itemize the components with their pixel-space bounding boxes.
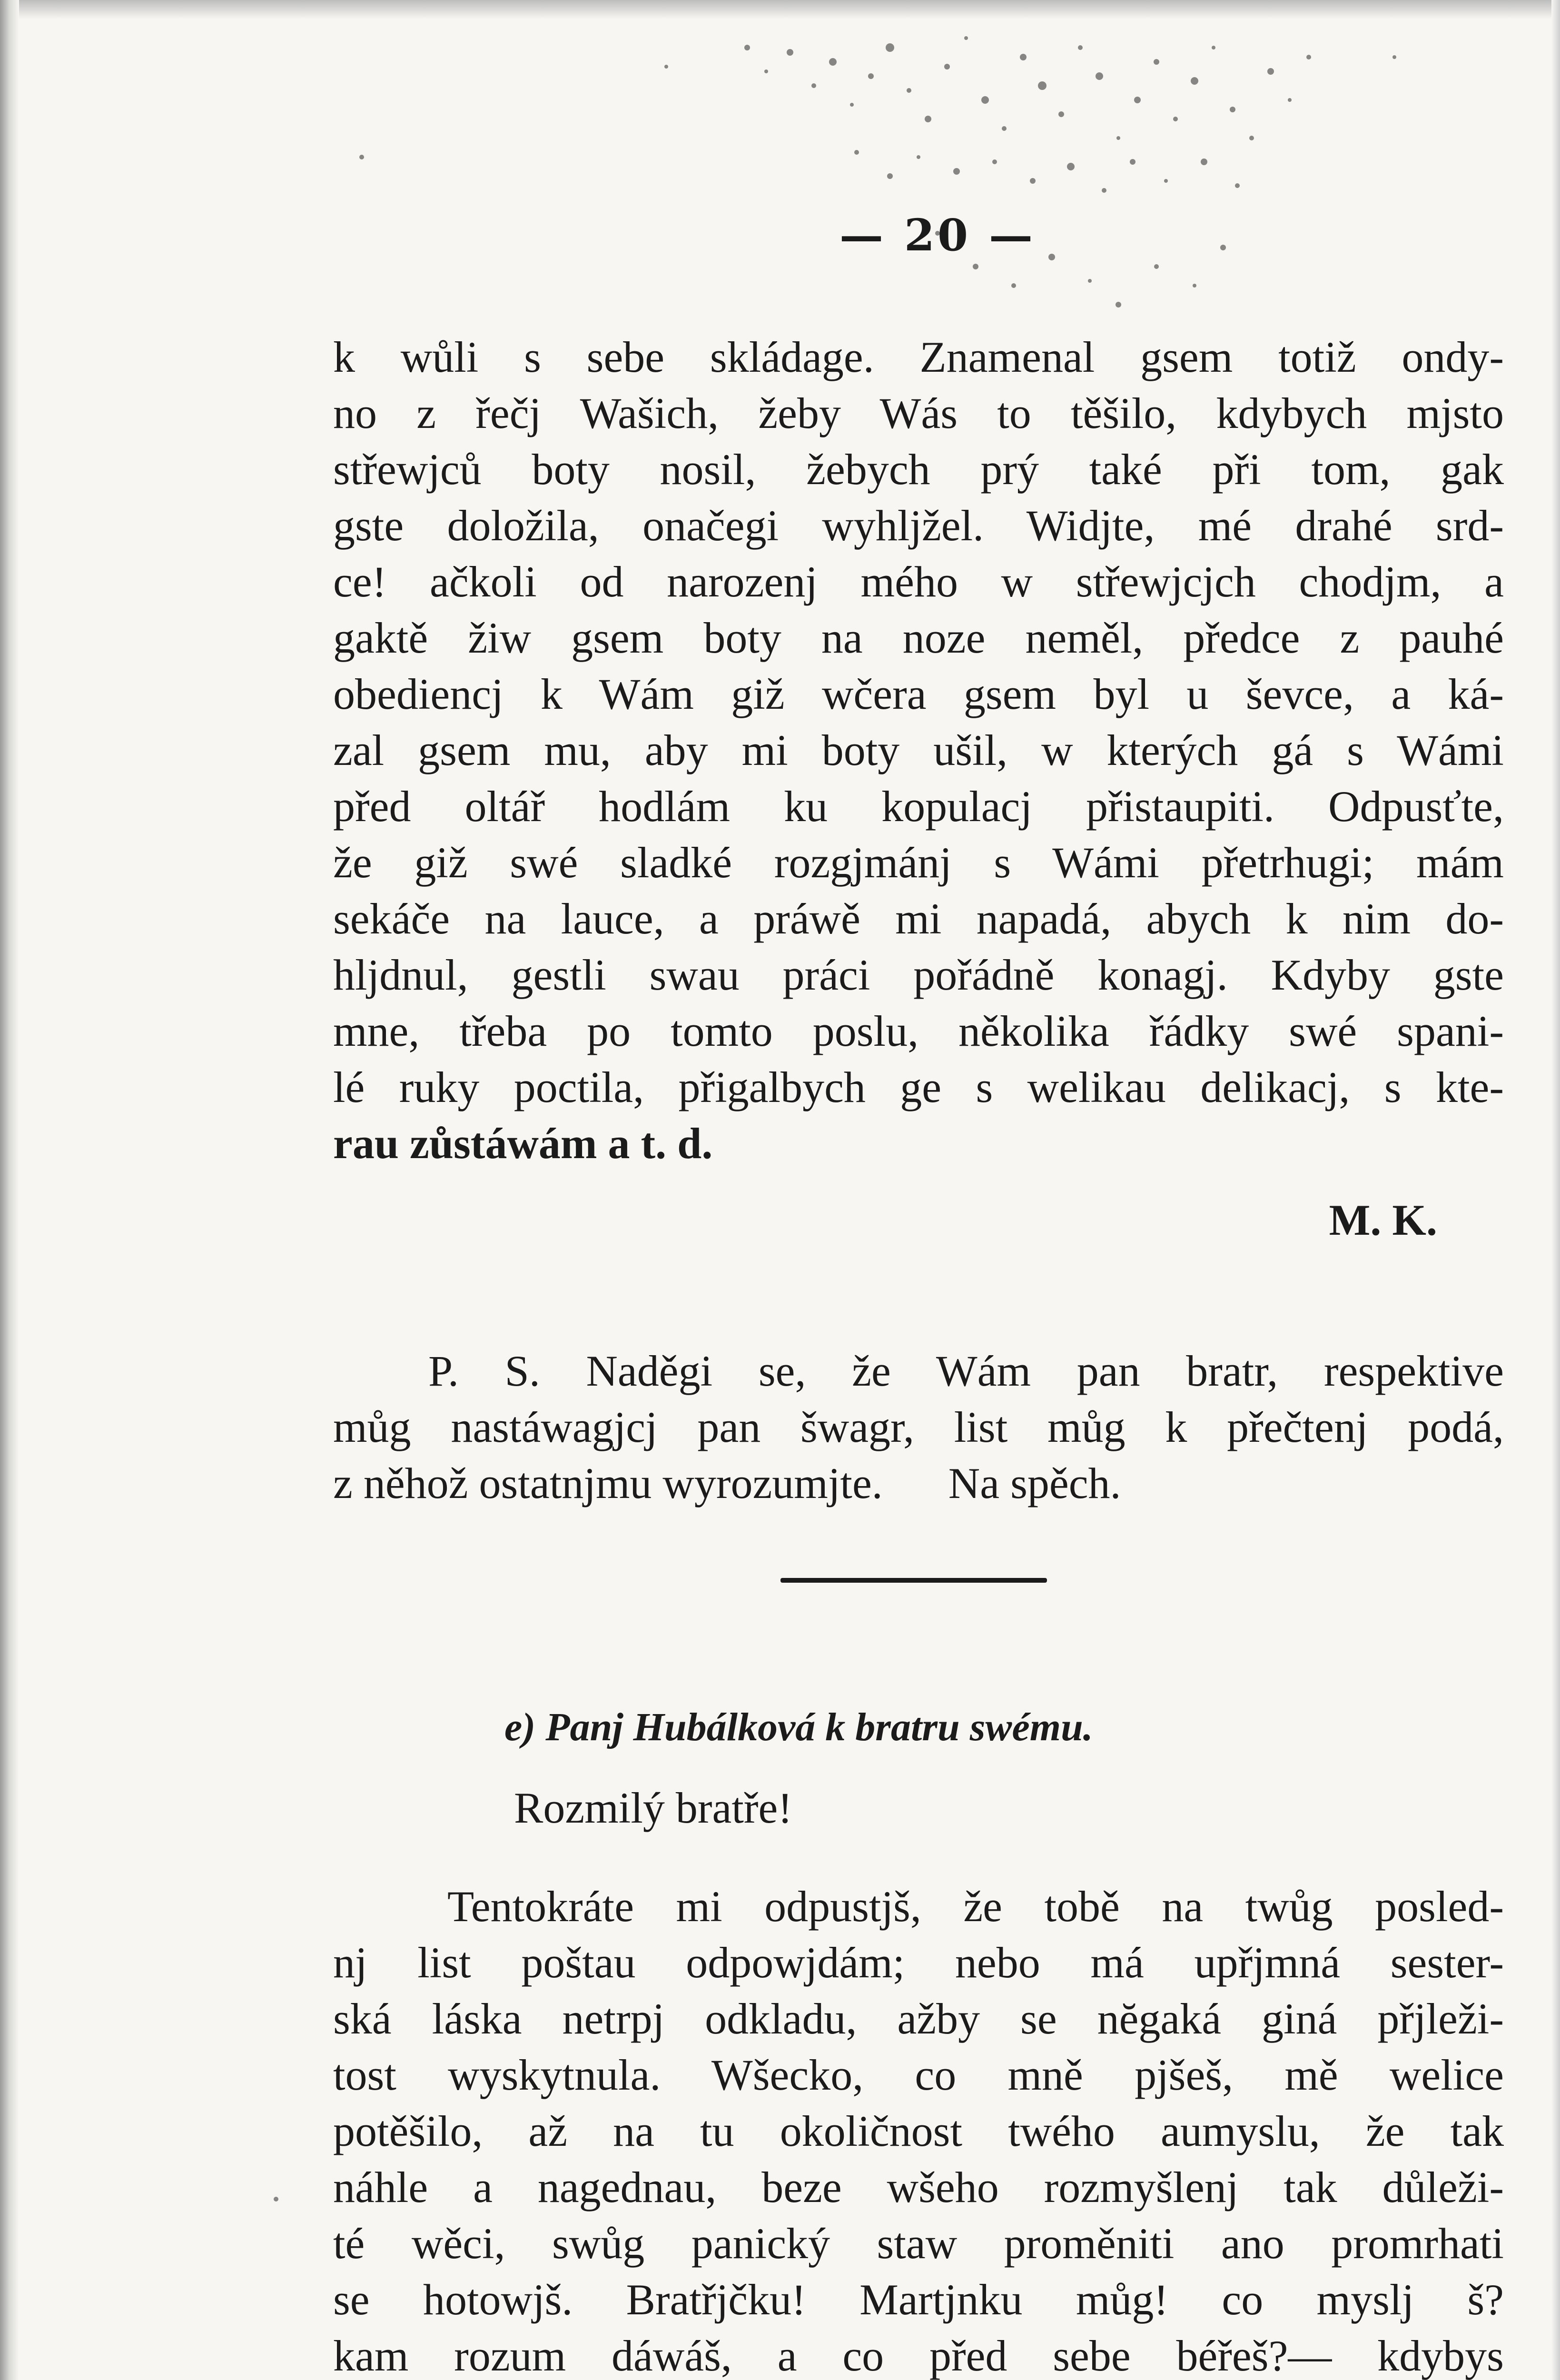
text-line: ce! ačkoli od narozenj mého w střewjcjch chodjm, a	[333, 557, 1504, 606]
page-number: — 20 —	[839, 209, 1036, 261]
text-line: mne, třeba po tomto poslu, několika řádky swé spani-	[333, 1007, 1504, 1055]
signature: M. K.	[1329, 1196, 1437, 1244]
text-line-closing: rau zůstáwám a t. d.	[333, 1119, 713, 1168]
text-line: z něhož ostatnjmu wyrozumjte. Na spěch.	[333, 1459, 1121, 1507]
text-line: gaktě žiw gsem boty na noze neměl, předce z pauhé	[333, 614, 1504, 662]
text-line: tost wyskytnula. Wšecko, co mně pjšeš, mě welice	[333, 2051, 1504, 2099]
text-line: zal gsem mu, aby mi boty ušil, w kterých gá s Wámi	[333, 726, 1504, 774]
ink-stain	[690, 19, 1356, 314]
text-line: k wůli s sebe skládage. Znamenal gsem totiž ondy-	[333, 333, 1504, 381]
text-line: můg nastáwagjcj pan šwagr, list můg k přečtenj podá,	[333, 1403, 1504, 1451]
text-line: že giž swé sladké rozgjmánj s Wámi přetrhugi; mám	[333, 838, 1504, 887]
text-line: před oltář hodlám ku kopulacj přistaupiti. Odpusťte,	[333, 782, 1504, 831]
text-line: střewjců boty nosil, žebych prý také při tom, gak	[333, 445, 1504, 494]
text-line: se hotowjš. Bratřjčku! Martjnku můg! co myslj š?	[333, 2275, 1504, 2324]
page-edge-right	[1551, 0, 1560, 2380]
text-line: no z řečj Wašich, žeby Wás to těšilo, kdybych mjsto	[333, 389, 1504, 437]
text-line: gste doložila, onačegi wyhljžel. Widjte, mé drahé srd-	[333, 501, 1504, 550]
text-line: potěšilo, až na tu okoličnost twého aumyslu, že tak	[333, 2107, 1504, 2155]
text-line: Tentokráte mi odpustjš, že tobě na twůg posled-	[447, 1882, 1504, 1931]
text-line: obediencj k Wám giž wčera gsem byl u ševce, a ká-	[333, 670, 1504, 718]
text-line: té wěci, swůg panický staw proměniti ano promrhati	[333, 2219, 1504, 2268]
letter-heading: e) Panj Hubálková k bratru swému.	[504, 1705, 1093, 1749]
text-line: lé ruky poctila, přigalbych ge s welikau delikacj, s kte-	[333, 1063, 1504, 1111]
text-line: hljdnul, gestli swau práci pořádně konagj. Kdyby gste	[333, 951, 1504, 999]
page-edge-left	[0, 0, 19, 2380]
section-divider	[780, 1578, 1047, 1583]
text-line: sekáče na lauce, a práwě mi napadá, abych k nim do-	[333, 894, 1504, 943]
text-line: ská láska netrpj odkladu, ažby se nĕgaká giná přjleži-	[333, 1994, 1504, 2043]
text-line: P. S. Naděgi se, že Wám pan bratr, respektive	[428, 1347, 1504, 1395]
text-line: kam rozum dáwáš, a co před sebe béřeš?— kdybys	[333, 2331, 1504, 2380]
text-line: nj list poštau odpowjdám; nebo má upřjmná sester-	[333, 1938, 1504, 1987]
page-edge-top	[0, 0, 1560, 19]
text-line: náhle a nagednau, beze wšeho rozmyšlenj tak důleži-	[333, 2163, 1504, 2211]
salutation: Rozmilý bratře!	[514, 1784, 793, 1832]
